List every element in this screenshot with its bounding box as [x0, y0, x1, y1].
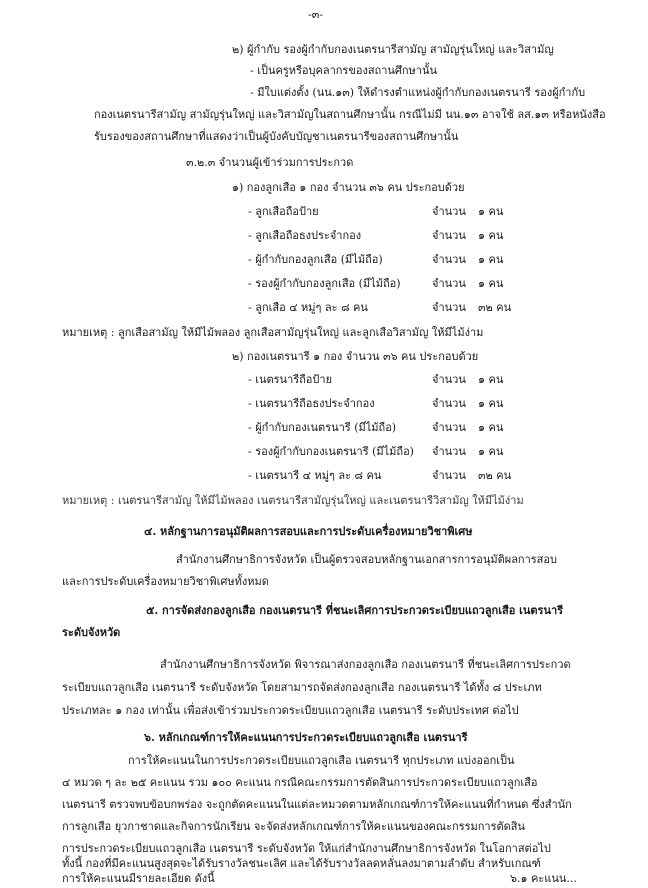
list-item-word: จำนวน	[432, 277, 466, 290]
list-item-word: จำนวน	[432, 373, 466, 386]
qualification-line: - เป็นครูหรือบุคลากรของสถานศึกษานั้น	[250, 64, 438, 77]
list-item-label: - ผู้กำกับกองลูกเสือ (มีไม้ถือ)	[248, 253, 383, 266]
list-item-label: - เนตรนารี ๔ หมู่ๆ ละ ๘ คน	[248, 469, 382, 482]
qualification-line: - มีใบแต่งตั้ง (นน.๑๓) ให้ดำรงตำแหน่งผู้กำกับกองเนตรนารี รองผู้กำกับ	[250, 86, 586, 99]
list-item-word: จำนวน	[432, 397, 466, 410]
list-item-word: จำนวน	[432, 301, 466, 314]
list-item-word: จำนวน	[432, 421, 466, 434]
list-item-label: - เนตรนารีถือป้าย	[248, 373, 333, 386]
list-item-count: ๑ คน	[478, 277, 504, 290]
list-item-count: ๑ คน	[478, 373, 504, 386]
list-item-count: ๑ คน	[478, 253, 504, 266]
list-item-count: ๑ คน	[478, 205, 504, 218]
continuation-marker: ๖.๑ คะแนน...	[510, 872, 577, 885]
section-6-heading: ๖. หลักเกณฑ์การให้คะแนนการประกวดระเบียบแถวลูกเสือ เนตรนารี	[144, 731, 468, 744]
list-item-count: ๑ คน	[478, 445, 504, 458]
list-item-count: ๓๒ คน	[478, 469, 512, 482]
section-6-text: ๔ หมวด ๆ ละ ๒๕ คะแนน รวม ๑๐๐ คะแนน กรณีคณะกรรมการตัดสินการประกวดระเบียบแถวลูกเสือ	[62, 776, 538, 789]
list-item-word: จำนวน	[432, 229, 466, 242]
participants-heading: ๓.๒.๓ จำนวนผู้เข้าร่วมการประกวด	[186, 156, 354, 169]
section-5-text: สำนักงานศึกษาธิการจังหวัด พิจารณาส่งกองลูกเสือ กองเนตรนารี ที่ชนะเลิศการประกวด	[160, 658, 571, 671]
scout-note: หมายเหตุ : ลูกเสือสามัญ ให้มีไม้พลอง ลูกเสือสามัญรุ่นใหญ่ และลูกเสือวิสามัญ ให้มีไม้ง่าม	[62, 326, 484, 339]
section-5-heading: ๕. การจัดส่งกองลูกเสือ กองเนตรนารี ที่ชนะเลิศการประกวดระเบียบแถวลูกเสือ เนตรนารี	[146, 604, 564, 617]
list-item-label: - ผู้กำกับกองเนตรนารี (มีไม้ถือ)	[248, 421, 397, 434]
section-6-text: ทั้งนี้ กองที่มีคะแนนสูงสุดจะได้รับรางวัลชนะเลิศ และได้รับรางวัลลดหลั่นลงมาตามลำดับ สำหรับเกณฑ์	[62, 857, 541, 870]
list-item-count: ๑ คน	[478, 397, 504, 410]
list-item-label: - เนตรนารีถือธงประจำกอง	[248, 397, 375, 410]
list-item-label: - ลูกเสือถือป้าย	[248, 205, 319, 218]
section-4-text: สำนักงานศึกษาธิการจังหวัด เป็นผู้ตรวจสอบหลักฐานเอกสารการอนุมัติผลการสอบ	[176, 553, 557, 566]
section-5-text: ระเบียบแถวลูกเสือ เนตรนารี ระดับจังหวัด โดยสามารถจัดส่งกองลูกเสือ กองเนตรนารี ได้ทั้ง ๘ ประเภท	[62, 681, 542, 694]
list-item-count: ๑ คน	[478, 229, 504, 242]
section-6-text: การให้คะแนนในการประกวดระเบียบแถวลูกเสือ เนตรนารี ทุกประเภท แบ่งออกเป็น	[128, 754, 515, 767]
section-6-text: การลูกเสือ ยุวกาชาดและกิจการนักเรียน จะจัดส่งหลักเกณฑ์การให้คะแนนของคณะกรรมการตัดสิน	[62, 820, 526, 833]
qualification-line: กองเนตรนารีสามัญ สามัญรุ่นใหญ่ และวิสามัญในสถานศึกษานั้น กรณีไม่มี นน.๑๓ อาจใช้ ลส.๑๓ หรือหนังสือ	[94, 108, 606, 121]
section-6-text: การประกวดระเบียบแถวลูกเสือ เนตรนารี ระดับจังหวัด ให้แก่สำนักงานศึกษาธิการจังหวัด ในโอกาสต่อไป	[62, 842, 551, 855]
section-6-text: การให้คะแนนมีรายละเอียด ดังนี้	[62, 872, 215, 885]
list-item-label: - ลูกเสือถือธงประจำกอง	[248, 229, 362, 242]
guide-troop-heading: ๒) กองเนตรนารี ๑ กอง จำนวน ๓๖ คน ประกอบด้วย	[232, 350, 479, 363]
section-5-text: ประเภทละ ๑ กอง เท่านั้น เพื่อส่งเข้าร่วมประกวดระเบียบแถวลูกเสือ เนตรนารี ระดับประเทศ ต่อไป	[62, 704, 519, 717]
qualification-item: ๒) ผู้กำกับ รองผู้กำกับกองเนตรนารีสามัญ สามัญรุ่นใหญ่ และวิสามัญ	[232, 43, 554, 56]
list-item-label: - รองผู้กำกับกองเนตรนารี (มีไม้ถือ)	[248, 445, 414, 458]
scout-troop-heading: ๑) กองลูกเสือ ๑ กอง จำนวน ๓๖ คน ประกอบด้วย	[232, 181, 465, 194]
section-5-heading-cont: ระดับจังหวัด	[62, 626, 121, 639]
list-item-count: ๓๒ คน	[478, 301, 512, 314]
list-item-word: จำนวน	[432, 469, 466, 482]
list-item-label: - ลูกเสือ ๔ หมู่ๆ ละ ๘ คน	[248, 301, 368, 314]
section-4-text: และการประดับเครื่องหมายวิชาพิเศษทั้งหมด	[62, 575, 269, 588]
list-item-word: จำนวน	[432, 205, 466, 218]
guide-note: หมายเหตุ : เนตรนารีสามัญ ให้มีไม้พลอง เนตรนารีสามัญรุ่นใหญ่ และเนตรนารีวิสามัญ ให้มีไม้ง่าม	[62, 494, 524, 507]
page-number: -๓-	[308, 8, 323, 21]
section-4-heading: ๔. หลักฐานการอนุมัติผลการสอบและการประดับเครื่องหมายวิชาพิเศษ	[144, 525, 473, 538]
qualification-line: รับรองของสถานศึกษาที่แสดงว่าเป็นผู้บังคับบัญชาเนตรนารีของสถานศึกษานั้น	[94, 130, 459, 143]
list-item-word: จำนวน	[432, 253, 466, 266]
list-item-word: จำนวน	[432, 445, 466, 458]
list-item-label: - รองผู้กำกับกองลูกเสือ (มีไม้ถือ)	[248, 277, 401, 290]
list-item-count: ๑ คน	[478, 421, 504, 434]
section-6-text: เนตรนารี ตรวจพบข้อบกพร่อง จะถูกตัดคะแนนในแต่ละหมวดตามหลักเกณฑ์การให้คะแนนที่กำหนด ซึ่งสำนัก	[62, 798, 572, 811]
